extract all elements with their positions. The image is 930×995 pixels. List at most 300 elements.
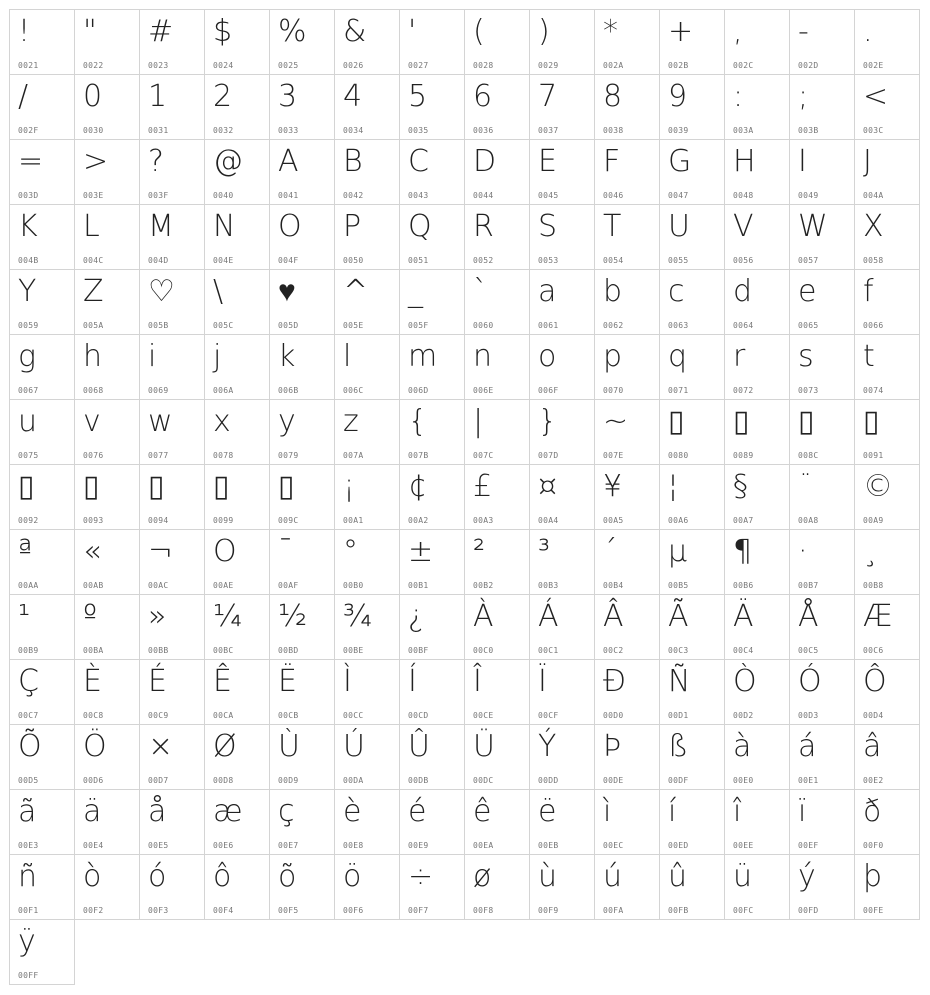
- glyph-character: r: [733, 339, 746, 374]
- glyph-cell: [725, 465, 789, 529]
- glyph-character: ¯: [278, 534, 293, 569]
- glyph-character: .: [863, 14, 873, 49]
- glyph-codepoint: 0032: [213, 126, 234, 135]
- glyph-cell: [10, 920, 74, 984]
- glyph-cell: [10, 10, 74, 74]
- glyph-cell: [335, 400, 399, 464]
- glyph-character: :: [733, 79, 744, 114]
- glyph-cell: [790, 335, 854, 399]
- glyph-character: È: [83, 664, 102, 699]
- glyph-codepoint: 0057: [798, 256, 819, 265]
- glyph-cell: [855, 660, 919, 724]
- glyph-character: ¹: [18, 599, 31, 634]
- glyph-codepoint: 003F: [148, 191, 169, 200]
- glyph-codepoint: 00FF: [18, 971, 39, 980]
- glyph-cell: [855, 335, 919, 399]
- glyph-codepoint: 002C: [733, 61, 754, 70]
- glyph-character: §: [733, 469, 748, 504]
- glyph-character: ▯: [863, 404, 880, 439]
- glyph-cell: [660, 75, 724, 139]
- glyph-cell: [335, 790, 399, 854]
- glyph-character: h: [83, 339, 103, 374]
- glyph-codepoint: 00FA: [603, 906, 624, 915]
- glyph-codepoint: 0047: [668, 191, 689, 200]
- glyph-cell: [790, 595, 854, 659]
- glyph-character: <: [863, 79, 889, 114]
- glyph-cell: [790, 75, 854, 139]
- glyph-character: s: [798, 339, 814, 374]
- glyph-cell: [530, 205, 594, 269]
- glyph-cell: [270, 465, 334, 529]
- glyph-cell: [75, 465, 139, 529]
- glyph-codepoint: 0055: [668, 256, 689, 265]
- glyph-character: \: [213, 274, 224, 309]
- glyph-character: ç: [278, 794, 295, 829]
- glyph-codepoint: 00C9: [148, 711, 169, 720]
- glyph-character: *: [603, 14, 618, 49]
- glyph-character: }: [538, 404, 558, 439]
- glyph-character: q: [668, 339, 688, 374]
- glyph-character: ©: [863, 469, 893, 504]
- glyph-cell: [530, 725, 594, 789]
- glyph-cell: [270, 595, 334, 659]
- glyph-codepoint: 0037: [538, 126, 559, 135]
- glyph-cell: [140, 205, 204, 269]
- glyph-codepoint: 0075: [18, 451, 39, 460]
- glyph-codepoint: 005B: [148, 321, 169, 330]
- glyph-cell: [660, 10, 724, 74]
- glyph-codepoint: 00E5: [148, 841, 169, 850]
- glyph-character: ^: [343, 274, 369, 309]
- glyph-cell: [335, 140, 399, 204]
- glyph-character: O: [278, 209, 302, 244]
- glyph-character: µ: [668, 534, 688, 569]
- glyph-character: W: [798, 209, 828, 244]
- glyph-codepoint: 00B3: [538, 581, 559, 590]
- glyph-codepoint: 00D6: [83, 776, 104, 785]
- glyph-character: ö: [343, 859, 362, 894]
- glyph-cell: [595, 10, 659, 74]
- glyph-cell: [660, 595, 724, 659]
- glyph-codepoint: 0023: [148, 61, 169, 70]
- glyph-cell: [855, 140, 919, 204]
- glyph-codepoint: 00DA: [343, 776, 364, 785]
- glyph-character: â: [863, 729, 882, 764]
- glyph-codepoint: 00B1: [408, 581, 429, 590]
- glyph-codepoint: 006C: [343, 386, 364, 395]
- glyph-character: ×: [148, 729, 174, 764]
- glyph-character: Ð: [603, 664, 627, 699]
- glyph-codepoint: 00AC: [148, 581, 169, 590]
- glyph-character: ': [408, 14, 417, 49]
- glyph-codepoint: 00C7: [18, 711, 39, 720]
- glyph-character: w: [148, 404, 173, 439]
- glyph-character: Î: [473, 664, 482, 699]
- glyph-character: 1: [148, 79, 168, 114]
- glyph-cell: [465, 205, 529, 269]
- glyph-cell: [10, 335, 74, 399]
- glyph-character: j: [213, 339, 222, 374]
- glyph-codepoint: 00BD: [278, 646, 299, 655]
- glyph-cell: [400, 270, 464, 334]
- glyph-codepoint: 0089: [733, 451, 754, 460]
- glyph-cell: [75, 400, 139, 464]
- glyph-cell: [140, 10, 204, 74]
- glyph-codepoint: 00B9: [18, 646, 39, 655]
- glyph-character: Ú: [343, 729, 365, 764]
- glyph-character: _: [408, 274, 423, 309]
- glyph-codepoint: 00CC: [343, 711, 364, 720]
- glyph-character: ³: [538, 534, 551, 569]
- glyph-cell: [660, 270, 724, 334]
- glyph-codepoint: 00F0: [863, 841, 884, 850]
- glyph-character: J: [863, 144, 872, 179]
- glyph-cell: [75, 530, 139, 594]
- glyph-cell: [140, 660, 204, 724]
- glyph-cell: [855, 205, 919, 269]
- glyph-character: ♥: [278, 274, 296, 309]
- glyph-character: I: [798, 144, 807, 179]
- glyph-codepoint: 00EE: [733, 841, 754, 850]
- glyph-codepoint: 00BA: [83, 646, 104, 655]
- glyph-codepoint: 006D: [408, 386, 429, 395]
- glyph-codepoint: 003A: [733, 126, 754, 135]
- glyph-cell: [75, 270, 139, 334]
- glyph-codepoint: 00BE: [343, 646, 364, 655]
- glyph-cell: [465, 10, 529, 74]
- glyph-cell: [270, 140, 334, 204]
- glyph-character: b: [603, 274, 623, 309]
- glyph-character: ó: [148, 859, 167, 894]
- glyph-character: -: [798, 14, 809, 49]
- glyph-cell: [530, 140, 594, 204]
- glyph-codepoint: 00EC: [603, 841, 624, 850]
- glyph-codepoint: 00C8: [83, 711, 104, 720]
- glyph-codepoint: 006F: [538, 386, 559, 395]
- glyph-cell: [465, 790, 529, 854]
- glyph-character: ¨: [798, 469, 813, 504]
- glyph-codepoint: 0051: [408, 256, 429, 265]
- glyph-codepoint: 006E: [473, 386, 494, 395]
- glyph-character: +: [668, 14, 694, 49]
- glyph-cell: [465, 335, 529, 399]
- glyph-codepoint: 00D4: [863, 711, 884, 720]
- glyph-character: ▯: [733, 404, 750, 439]
- glyph-cell: [140, 855, 204, 919]
- glyph-character: °: [343, 534, 358, 569]
- glyph-codepoint: 00D8: [213, 776, 234, 785]
- glyph-codepoint: 0026: [343, 61, 364, 70]
- glyph-cell: [530, 10, 594, 74]
- glyph-cell: [205, 335, 269, 399]
- glyph-character: ý: [798, 859, 816, 894]
- glyph-character: ,: [733, 14, 743, 49]
- glyph-character: O: [213, 534, 237, 569]
- glyph-codepoint: 00E4: [83, 841, 104, 850]
- glyph-character: û: [668, 859, 688, 894]
- glyph-character: è: [343, 794, 362, 829]
- glyph-cell: [140, 530, 204, 594]
- glyph-codepoint: 0021: [18, 61, 39, 70]
- glyph-codepoint: 007E: [603, 451, 624, 460]
- glyph-character: Ö: [83, 729, 107, 764]
- glyph-character: ¾: [343, 599, 373, 634]
- glyph-codepoint: 0050: [343, 256, 364, 265]
- glyph-cell: [10, 400, 74, 464]
- glyph-cell: [140, 725, 204, 789]
- glyph-codepoint: 0049: [798, 191, 819, 200]
- glyph-character: ï: [798, 794, 807, 829]
- glyph-character: {: [408, 404, 428, 439]
- glyph-cell: [725, 140, 789, 204]
- glyph-character: Û: [408, 729, 430, 764]
- glyph-character: í: [668, 794, 677, 829]
- glyph-character: 3: [278, 79, 298, 114]
- glyph-codepoint: 0052: [473, 256, 494, 265]
- glyph-character: C: [408, 144, 429, 179]
- glyph-character: ù: [538, 859, 558, 894]
- glyph-codepoint: 00B8: [863, 581, 884, 590]
- glyph-cell: [530, 530, 594, 594]
- glyph-cell: [725, 270, 789, 334]
- glyph-codepoint: 00FD: [798, 906, 819, 915]
- glyph-character: m: [408, 339, 438, 374]
- glyph-character: ¸: [863, 534, 878, 569]
- glyph-character: É: [148, 664, 167, 699]
- glyph-character: i: [148, 339, 157, 374]
- glyph-character: ê: [473, 794, 492, 829]
- glyph-codepoint: 0039: [668, 126, 689, 135]
- glyph-character: ): [538, 14, 550, 49]
- glyph-character: ▯: [213, 469, 230, 504]
- glyph-cell: [725, 530, 789, 594]
- glyph-codepoint: 00DB: [408, 776, 429, 785]
- glyph-cell: [595, 725, 659, 789]
- glyph-codepoint: 0024: [213, 61, 234, 70]
- glyph-character: Ò: [733, 664, 757, 699]
- glyph-cell: [465, 465, 529, 529]
- glyph-cell: [335, 335, 399, 399]
- glyph-cell: [530, 595, 594, 659]
- glyph-character: A: [278, 144, 299, 179]
- glyph-character: G: [668, 144, 692, 179]
- glyph-codepoint: 00E8: [343, 841, 364, 850]
- glyph-codepoint: 009C: [278, 516, 299, 525]
- glyph-character: Å: [798, 599, 819, 634]
- glyph-character: ♡: [148, 274, 175, 309]
- glyph-character: `: [473, 274, 488, 309]
- glyph-codepoint: 00F8: [473, 906, 494, 915]
- glyph-character: ä: [83, 794, 102, 829]
- glyph-character: ¥: [603, 469, 623, 504]
- glyph-character: 5: [408, 79, 428, 114]
- glyph-codepoint: 0068: [83, 386, 104, 395]
- glyph-character: t: [863, 339, 875, 374]
- glyph-character: é: [408, 794, 427, 829]
- glyph-cell: [530, 465, 594, 529]
- glyph-codepoint: 00A8: [798, 516, 819, 525]
- glyph-cell: [595, 465, 659, 529]
- glyph-codepoint: 004C: [83, 256, 104, 265]
- glyph-codepoint: 005D: [278, 321, 299, 330]
- glyph-cell: [400, 465, 464, 529]
- glyph-cell: [660, 140, 724, 204]
- glyph-character: ½: [278, 599, 308, 634]
- glyph-codepoint: 006A: [213, 386, 234, 395]
- glyph-cell: [855, 270, 919, 334]
- glyph-cell: [400, 140, 464, 204]
- glyph-cell: [400, 205, 464, 269]
- glyph-cell: [400, 790, 464, 854]
- glyph-cell: [725, 725, 789, 789]
- glyph-codepoint: 0030: [83, 126, 104, 135]
- glyph-codepoint: 0053: [538, 256, 559, 265]
- glyph-codepoint: 00CA: [213, 711, 234, 720]
- glyph-cell: [855, 10, 919, 74]
- glyph-cell: [790, 465, 854, 529]
- glyph-cell: [855, 465, 919, 529]
- glyph-codepoint: 00C3: [668, 646, 689, 655]
- glyph-codepoint: 00A6: [668, 516, 689, 525]
- glyph-character: ü: [733, 859, 753, 894]
- glyph-character: d: [733, 274, 753, 309]
- glyph-cell: [855, 725, 919, 789]
- glyph-cell: [335, 75, 399, 139]
- glyph-codepoint: 0028: [473, 61, 494, 70]
- glyph-cell: [465, 595, 529, 659]
- glyph-codepoint: 0092: [18, 516, 39, 525]
- glyph-character: þ: [863, 859, 883, 894]
- glyph-codepoint: 006B: [278, 386, 299, 395]
- glyph-character: E: [538, 144, 557, 179]
- glyph-codepoint: 00F7: [408, 906, 429, 915]
- glyph-character: D: [473, 144, 497, 179]
- glyph-cell: [400, 595, 464, 659]
- glyph-cell: [595, 335, 659, 399]
- glyph-character: ¼: [213, 599, 243, 634]
- glyph-character: ▯: [798, 404, 815, 439]
- glyph-cell: [790, 10, 854, 74]
- glyph-codepoint: 00F4: [213, 906, 234, 915]
- glyph-cell: [595, 790, 659, 854]
- glyph-character: P: [343, 209, 362, 244]
- glyph-codepoint: 0044: [473, 191, 494, 200]
- glyph-character: »: [148, 599, 167, 634]
- glyph-cell: [855, 790, 919, 854]
- glyph-character: U: [668, 209, 690, 244]
- glyph-codepoint: 00F2: [83, 906, 104, 915]
- glyph-character: ß: [668, 729, 689, 764]
- glyph-codepoint: 00F5: [278, 906, 299, 915]
- glyph-character: $: [213, 14, 233, 49]
- glyph-cell: [790, 270, 854, 334]
- glyph-codepoint: 00C2: [603, 646, 624, 655]
- glyph-character: y: [278, 404, 296, 439]
- glyph-codepoint: 00E2: [863, 776, 884, 785]
- glyph-character: ë: [538, 794, 557, 829]
- glyph-codepoint: 00D7: [148, 776, 169, 785]
- glyph-codepoint: 0045: [538, 191, 559, 200]
- glyph-codepoint: 00A9: [863, 516, 884, 525]
- glyph-codepoint: 002D: [798, 61, 819, 70]
- glyph-cell: [205, 855, 269, 919]
- glyph-codepoint: 00D3: [798, 711, 819, 720]
- glyph-codepoint: 00CE: [473, 711, 494, 720]
- glyph-character: ▯: [668, 404, 685, 439]
- glyph-character: ▯: [83, 469, 100, 504]
- glyph-codepoint: 0031: [148, 126, 169, 135]
- glyph-codepoint: 005C: [213, 321, 234, 330]
- glyph-character: ¬: [148, 534, 174, 569]
- glyph-character: ²: [473, 534, 486, 569]
- glyph-character: «: [83, 534, 102, 569]
- glyph-character: &: [343, 14, 367, 49]
- glyph-cell: [270, 335, 334, 399]
- glyph-codepoint: 0080: [668, 451, 689, 460]
- glyph-cell: [335, 465, 399, 529]
- glyph-cell: [75, 660, 139, 724]
- glyph-character: S: [538, 209, 558, 244]
- glyph-codepoint: 0076: [83, 451, 104, 460]
- glyph-codepoint: 0067: [18, 386, 39, 395]
- glyph-cell: [595, 855, 659, 919]
- glyph-codepoint: 0063: [668, 321, 689, 330]
- glyph-cell: [140, 595, 204, 659]
- glyph-character: ·: [798, 534, 808, 569]
- glyph-codepoint: 0042: [343, 191, 364, 200]
- glyph-cell: [595, 400, 659, 464]
- glyph-cell: [465, 400, 529, 464]
- glyph-cell: [270, 790, 334, 854]
- glyph-cell: [270, 10, 334, 74]
- glyph-character: Æ: [863, 599, 893, 634]
- glyph-character: 8: [603, 79, 623, 114]
- glyph-codepoint: 0062: [603, 321, 624, 330]
- glyph-character: ~: [603, 404, 629, 439]
- glyph-cell: [205, 725, 269, 789]
- glyph-cell: [335, 855, 399, 919]
- glyph-codepoint: 0060: [473, 321, 494, 330]
- glyph-cell: [400, 660, 464, 724]
- glyph-codepoint: 0035: [408, 126, 429, 135]
- glyph-cell: [10, 595, 74, 659]
- glyph-codepoint: 004F: [278, 256, 299, 265]
- glyph-cell: [10, 660, 74, 724]
- glyph-character: a: [538, 274, 557, 309]
- glyph-cell: [790, 530, 854, 594]
- glyph-codepoint: 0058: [863, 256, 884, 265]
- glyph-codepoint: 0038: [603, 126, 624, 135]
- glyph-codepoint: 0041: [278, 191, 299, 200]
- glyph-cell: [270, 400, 334, 464]
- glyph-codepoint: 003E: [83, 191, 104, 200]
- glyph-cell: [400, 335, 464, 399]
- glyph-character: =: [18, 144, 44, 179]
- glyph-cell: [465, 660, 529, 724]
- glyph-character: x: [213, 404, 231, 439]
- glyph-character: ¿: [408, 599, 425, 634]
- glyph-cell: [10, 725, 74, 789]
- glyph-character: Ë: [278, 664, 297, 699]
- glyph-cell: [270, 270, 334, 334]
- glyph-cell: [855, 595, 919, 659]
- glyph-codepoint: 00B7: [798, 581, 819, 590]
- glyph-codepoint: 00D5: [18, 776, 39, 785]
- glyph-codepoint: 00EA: [473, 841, 494, 850]
- glyph-cell: [660, 660, 724, 724]
- glyph-codepoint: 002A: [603, 61, 624, 70]
- glyph-cell: [75, 10, 139, 74]
